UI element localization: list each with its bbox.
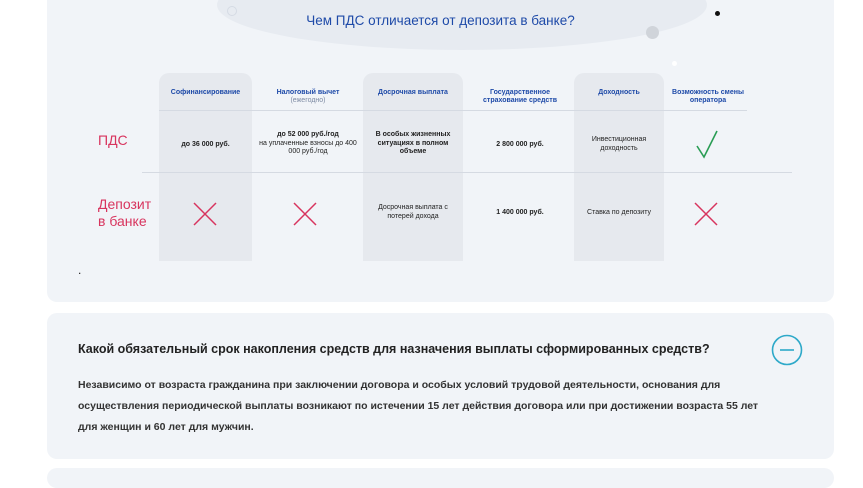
list-bullet: .: [78, 263, 82, 277]
faq-answer: Независимо от возраста гражданина при заключении договора и особых условий трудовой деятельности, основания для осуществления периодической выплаты возникают по истечении 15 лет действия договора или при достижении возраста 55 лет для женщин и 60 лет для мужчин.: [78, 379, 759, 433]
header-divider: [159, 110, 747, 111]
header-cofinancing: Софинансирование: [170, 89, 241, 96]
cell-pds-early: В особых жизненных ситуациях в полном объеме: [375, 131, 451, 155]
column-background: [574, 73, 664, 261]
header-early-payment: Досрочная выплата: [378, 89, 448, 96]
column-background: [159, 73, 252, 261]
minus-circle-icon[interactable]: [771, 334, 803, 366]
faq-item[interactable]: [47, 313, 834, 459]
check-icon: [695, 129, 719, 159]
column-background: [363, 73, 463, 261]
faq-question[interactable]: Какой обязательный срок накопления средств для назначения выплаты сформированных средств?: [78, 342, 710, 356]
cell-deposit-insurance: 1 400 000 руб.: [496, 209, 544, 216]
cell-pds-tax: до 52 000 руб./год на уплаченные взносы до 400 000 руб./год: [259, 131, 357, 155]
row-label-pds: ПДС: [98, 132, 128, 148]
header-operator-change: Возможность смены оператора: [672, 89, 744, 104]
cell-pds-profitability: Инвестиционная доходность: [591, 136, 647, 152]
comparison-card: [47, 0, 834, 302]
cross-icon: [292, 201, 318, 227]
cell-pds-insurance: 2 800 000 руб.: [496, 141, 544, 148]
row-divider: [142, 172, 792, 173]
header-tax-deduction: Налоговый вычет (ежегодно): [276, 89, 340, 104]
cross-icon: [192, 201, 218, 227]
faq-item-next[interactable]: [47, 468, 834, 488]
row-label-deposit: Депозит в банке: [98, 196, 152, 229]
decorative-dot: [672, 61, 677, 66]
cell-deposit-early: Досрочная выплата с потерей дохода: [378, 204, 448, 220]
comparison-title: Чем ПДС отличается от депозита в банке?: [306, 13, 575, 28]
cell-deposit-profitability: Ставка по депозиту: [587, 209, 651, 216]
header-profitability: Доходность: [598, 89, 640, 96]
cross-icon: [693, 201, 719, 227]
cell-pds-cofinancing: до 36 000 руб.: [181, 141, 230, 148]
header-state-insurance: Государственное страхование средств: [483, 89, 557, 104]
